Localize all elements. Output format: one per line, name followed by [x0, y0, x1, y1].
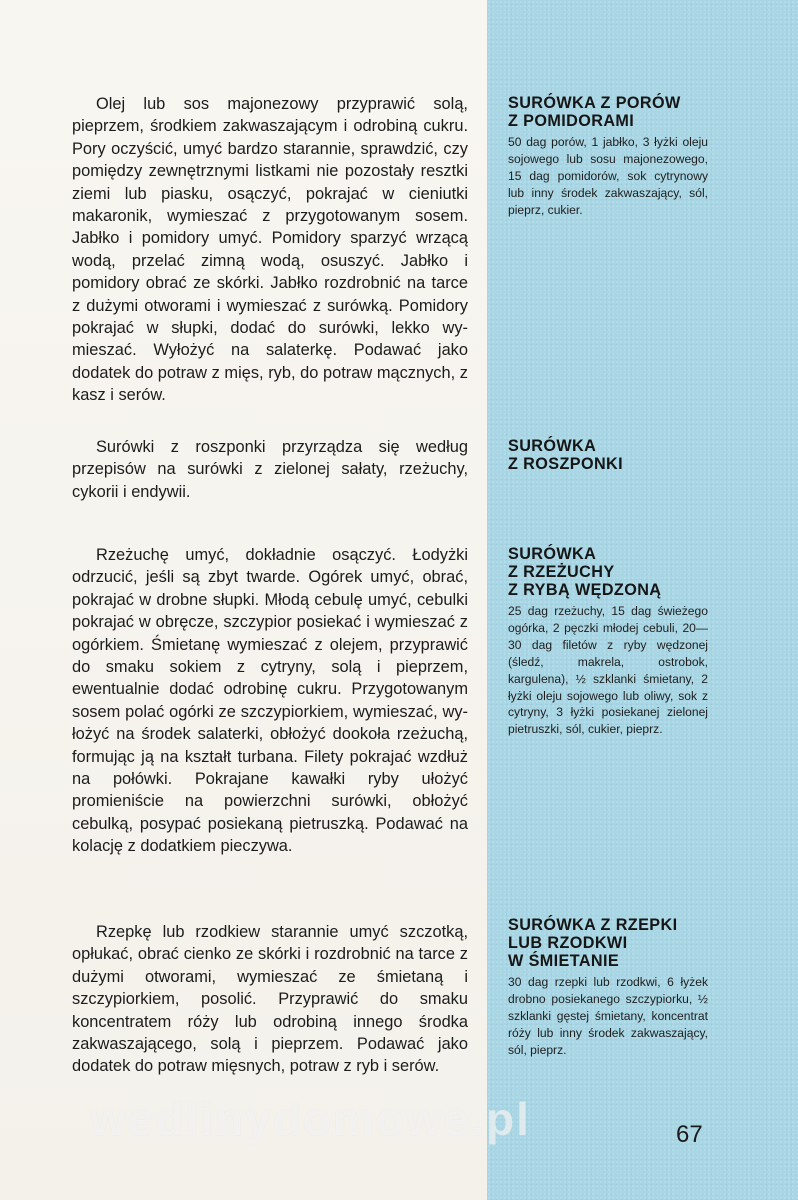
instructions-roszponki: Surówki z roszponki przyrządza się według przepisów na surówki z zielonej sałaty, rzeżuchy, cykorii i endywii.	[72, 438, 468, 501]
recipe-ingredients: 50 dag porów, 1 jabłko, 3 łyżki oleju sojowego lub sosu majonezowego, 15 dag pomidorów, sok cytrynowy lub inny środek zakwaszający, sól, pieprz, cukier.	[508, 135, 708, 217]
recipe-title: SURÓWKA Z ROSZPONKI	[508, 437, 624, 473]
recipe-title: SURÓWKA Z RZEŻUCHY Z RYBĄ WĘDZONĄ	[508, 545, 662, 599]
recipe-roszponki	[508, 437, 708, 473]
watermark: wedlinydomowe.pl	[90, 1093, 531, 1145]
recipe-porow	[508, 94, 708, 219]
instructions-porow: Olej lub sos majonezowy przyprawić solą, pieprzem, środkiem zakwaszającym i odrobiną cukru. Pory oczyścić, umyć bardzo starannie, sprawdzić, czy pomiędzy zewnętrznymi listkami nie pozostały resztki ziemi lub piasku, osączyć, pokrajać w cieniutki makaronik, wymieszać z przygotowanym sosem. Jabłko i pomidory umyć. Pomidory sparzyć wrzącą wodą, przelać zimną wodą, osuszyć. Jabłko i pomidory obrać ze skórki. Jabłko rozdrobnić na tarce z dużymi otworami i wymieszać z surówką. Pomidory pokrajać w słupki, dodać do surówki, lekko wymieszać. Wyłożyć na salaterkę. Podawać jako dodatek do potraw z mięs, ryb, do potraw mącznych, z kasz i serów.	[72, 95, 468, 405]
page-number: 67	[676, 1121, 703, 1148]
recipe-ingredients: 30 dag rzepki lub rzodkwi, 6 łyżek drobno posiekanego szczypiorku, ½ szklanki gęstej śmietany, koncentrat róży lub inny środek zakwaszający, sól, pieprz.	[508, 975, 708, 1057]
instructions-rzezuchy: Rzeżuchę umyć, dokładnie osączyć. Łodyżki odrzucić, jeśli są zbyt twarde. Ogórek umyć, obrać, pokrajać w drobne słupki. Młodą cebulę umyć, cebulki pokrajać w obręcze, szczypior posiekać i wymieszać z ogórkiem. Śmietanę wymieszać z olejem, przyprawić do smaku sokiem z cytryny, solą i pieprzem, ewentualnie dodać odrobinę cukru. Przygotowanym sosem polać ogórki ze szczypiorkiem, wymieszać, wyłożyć na środek salaterki, obłożyć dookoła rzeżuchą, formując ją na kształt turbana. Filety pokrajać wzdłuż na połówki. Pokrajane kawałki ryby ułożyć promieniście na powierzchni surówki, obłożyć cebulką, posypać posiekaną pietruszką. Podawać na kolację z dodatkiem pieczywa.	[72, 546, 468, 856]
recipe-title: SURÓWKA Z PORÓW Z POMIDORAMI	[508, 94, 681, 130]
recipe-title: SURÓWKA Z RZEPKI LUB RZODKWI W ŚMIETANIE	[508, 916, 678, 970]
recipe-ingredients: 25 dag rzeżuchy, 15 dag świeżego ogórka, 2 pęczki młodej cebuli, 20—30 dag filetów z ryby wędzonej (śledź, makrela, ostrobok, kargulena), ½ szklanki śmietany, 2 łyżki oleju sojowego lub oliwy, sok z cytryny, 3 łyżki posiekanej zielonej pietruszki, sól, cukier, pieprz.	[508, 604, 708, 737]
instructions-rzepki: Rzepkę lub rzodkiew starannie umyć szczotką, opłukać, obrać cienko ze skórki i rozdrobnić na tarce z dużymi otworami, wymieszać ze śmietaną i szczypiorkiem, posolić. Przyprawić do smaku koncentratem róży lub odrobiną innego środka zakwaszającego, solą i pieprzem. Podawać jako dodatek do potraw mięsnych, potraw z ryb i serów.	[72, 923, 468, 1076]
recipe-rzezuchy	[508, 545, 708, 738]
recipe-rzepki	[508, 916, 708, 1059]
